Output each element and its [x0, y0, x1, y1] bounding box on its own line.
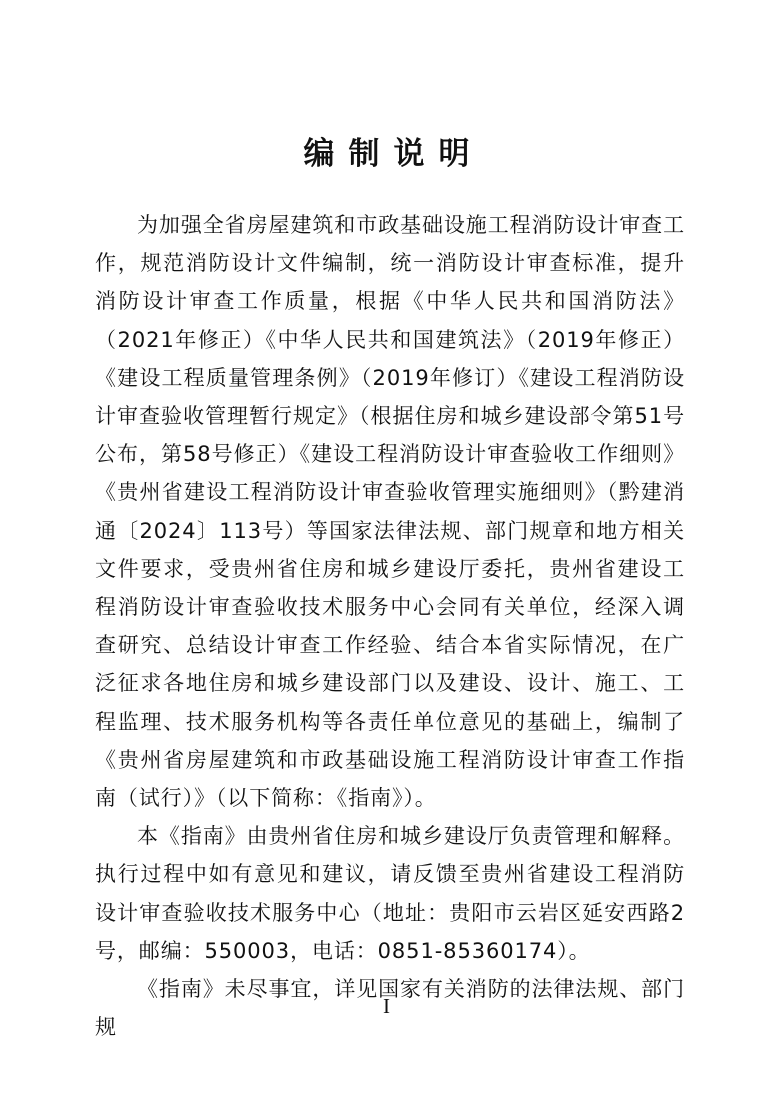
page-title: 编制说明 — [303, 136, 484, 172]
body-text — [95, 206, 685, 1046]
paragraph-1: 为加强全省房屋建筑和市政基础设施工程消防设计审查工作，规范消防设计文件编制，统一消防设计审查标准，提升消防设计审查工作质量，根据《中华人民共和国消防法》（2021年修正）《中华人民共和国建筑法》（2019年修正）《建设工程质量管理条例》（2019年修订）《建设工程消防设计审查验收管理暂行规定》（根据住房和城乡建设部令第51号公布，第58号修正）《建设工程消防设计审查验收工作细则》《贵州省建设工程消防设计审查验收管理实施细则》（黔建消通〔2024〕113号）等国家法律法规、部门规章和地方相关文件要求，受贵州省住房和城乡建设厅委托，贵州省建设工程消防设计审查验收技术服务中心会同有关单位，经深入调查研究、总结设计审查工作经验、结合本省实际情况，在广泛征求各地住房和城乡建设部门以及建设、设计、施工、工程监理、技术服务机构等各责任单位意见的基础上，编制了《贵州省房屋建筑和市政基础设施工程消防设计审查工作指南（试行）》（以下简称：《指南》）。 — [95, 213, 685, 811]
page-number: I — [383, 994, 390, 1018]
paragraph-2: 本《指南》由贵州省住房和城乡建设厅负责管理和解释。执行过程中如有意见和建议，请反馈至贵州省建设工程消防设计审查验收技术服务中心（地址：贵阳市云岩区延安西路2号，邮编：550003，电话：0851-85360174）。 — [95, 824, 685, 963]
paragraph-3: 《指南》未尽事宜，详见国家有关消防的法律法规、部门规 — [95, 977, 685, 1040]
